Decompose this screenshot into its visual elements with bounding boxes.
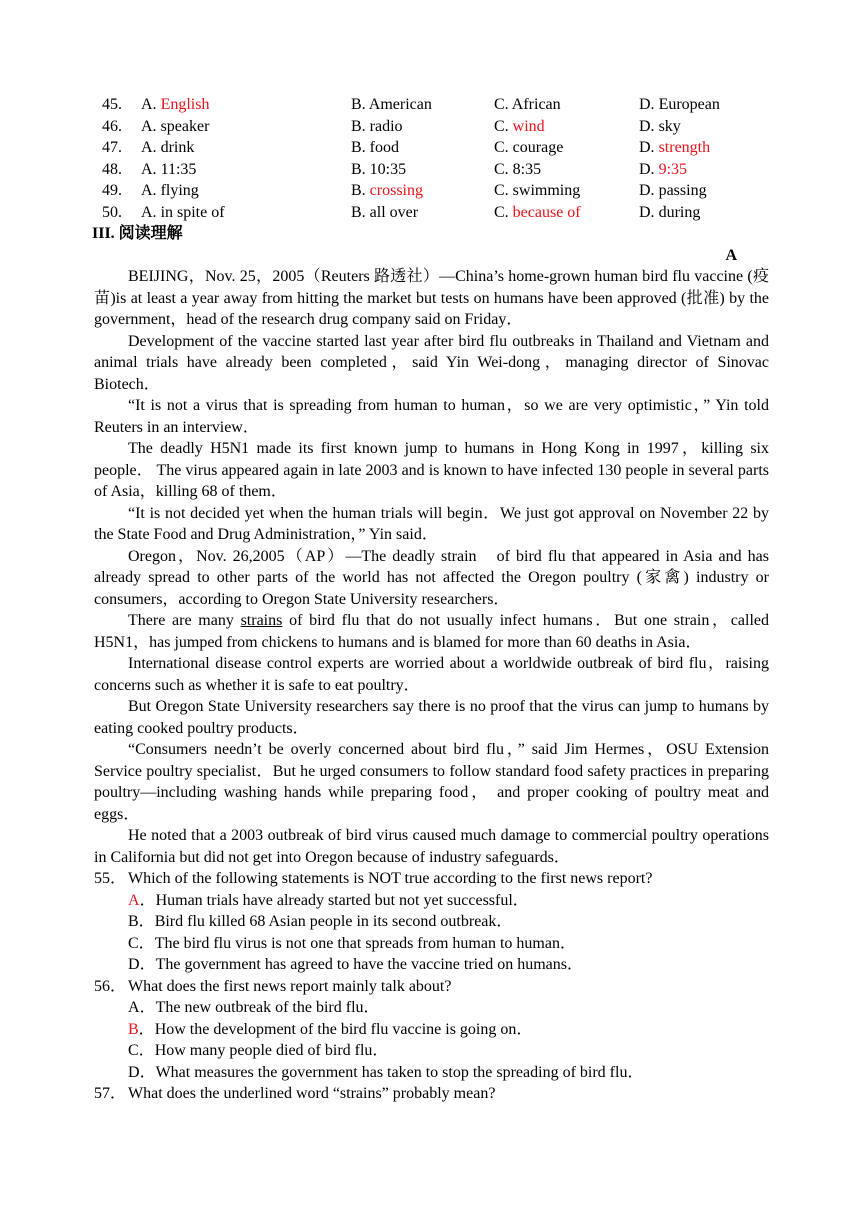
option-c: C. courage: [494, 139, 564, 156]
passage: [94, 266, 769, 868]
option-a: A. in spite of: [141, 203, 225, 221]
document-page: [94, 94, 769, 1105]
question-number: 46.: [102, 117, 122, 135]
choice-row-49: [94, 180, 769, 202]
option-a: A. drink: [141, 139, 195, 156]
option-d: D. passing: [639, 182, 707, 199]
option-d: D. sky: [639, 117, 681, 135]
paragraph: Oregon，Nov. 26,2005（AP）—The deadly strain of bird flu that appeared in Asia and has already spread to other parts of the world has not affected the Oregon poultry (家禽) industry or consumers，according to Oregon State University researchers．: [94, 547, 769, 608]
answer-option: B．Bird flu killed 68 Asian people in its second outbreak．: [128, 913, 513, 930]
paragraph: The deadly H5N1 made its first known jump to humans in Hong Kong in 1997，killing six people． The virus appeared again in late 2003 and is known to have infected 130 people in several parts of Asia，killing 68 of them．: [94, 440, 769, 500]
paragraph: International disease control experts are worried about a worldwide outbreak of bird flu，raising concerns such as whether it is safe to eat poultry．: [94, 655, 769, 694]
question-text: What does the first news report mainly talk about?: [128, 977, 452, 995]
passage-letter: A: [725, 246, 737, 264]
option-d: D. during: [639, 203, 701, 221]
option-c: C. 8:35: [494, 160, 542, 178]
paragraph: Development of the vaccine started last year after bird flu outbreaks in Thailand and Vietnam and animal trials have already been completed，said Yin Wei-dong，managing director of Sinovac Biotech．: [94, 332, 769, 393]
option-d: D. European: [639, 96, 720, 113]
question-text: Which of the following statements is NOT true according to the first news report?: [128, 870, 653, 887]
choice-row-45: [94, 94, 769, 116]
answer-option: A．Human trials have already started but not yet successful．: [128, 891, 529, 909]
paragraph: There are many strains of bird flu that do not usually infect humans．But one strain，called H5N1，has jumped from chickens to humans and is blamed for more than 60 deaths in Asia．: [94, 612, 769, 651]
option-c: C. swimming: [494, 182, 581, 199]
option-d: D. strength: [639, 139, 711, 156]
option-d: D. 9:35: [639, 160, 688, 178]
choice-row-46: [94, 116, 769, 138]
question-number: 49.: [102, 182, 122, 199]
choice-row-47: [94, 137, 769, 159]
option-b: B. radio: [351, 117, 403, 135]
paragraph: But Oregon State University researchers say there is no proof that the virus can jump to humans by eating cooked poultry products．: [94, 698, 769, 737]
option-b: B. American: [351, 96, 432, 113]
paragraph: He noted that a 2003 outbreak of bird virus caused much damage to commercial poultry operations in California but did not get into Oregon because of industry safeguards．: [94, 827, 769, 866]
answer-option: A．The new outbreak of the bird flu．: [128, 999, 380, 1016]
underlined-word: strains: [240, 612, 283, 629]
question-number: 45.: [102, 96, 122, 113]
option-a: A. speaker: [141, 117, 210, 135]
option-c: C. because of: [494, 203, 581, 221]
question-number: 55．: [94, 870, 127, 887]
paragraph: BEIJING，Nov. 25，2005（Reuters 路透社）—China’s home-grown human bird flu vaccine (疫苗)is at least a year away from hitting the market but tests on humans have been approved (批准) by the government，head of the research drug company said on Friday．: [94, 268, 769, 328]
option-c: C. wind: [494, 117, 545, 135]
paragraph: “Consumers needn’t be overly concerned about bird flu，” said Jim Hermes，OSU Extension Service poultry specialist．But he urged consumers to follow standard food safety practices in preparing poultry—including washing hands while preparing food， and proper cooking of poultry meat and eggs．: [94, 741, 769, 823]
answer-option: C．The bird flu virus is not one that spreads from human to human．: [128, 934, 576, 952]
question-number: 56．: [94, 977, 127, 995]
option-b: B. all over: [351, 203, 419, 221]
question-text: What does the underlined word “strains” probably mean?: [128, 1085, 496, 1102]
paragraph: “It is not a virus that is spreading from human to human，so we are very optimistic，” Yin told Reuters in an interview．: [94, 397, 769, 436]
choice-row-48: [94, 159, 769, 181]
question-number: 50.: [102, 203, 122, 221]
option-b: B. crossing: [351, 182, 423, 199]
question-57: [94, 1083, 769, 1105]
option-b: B. 10:35: [351, 160, 407, 178]
option-a: A. flying: [141, 182, 199, 199]
option-a: A. 11:35: [141, 160, 197, 178]
answer-option: C．How many people died of bird flu．: [128, 1042, 389, 1059]
question-number: 48.: [102, 160, 122, 178]
question-number: 47.: [102, 139, 122, 156]
question-55: [94, 868, 769, 890]
option-b: B. food: [351, 139, 399, 156]
answer-option: B．How the development of the bird flu vaccine is going on．: [128, 1020, 533, 1038]
answer-option: D．What measures the government has taken to stop the spreading of bird flu．: [128, 1063, 644, 1081]
question-number: 57．: [94, 1085, 127, 1102]
choice-row-50: [94, 202, 769, 224]
choice-table: [94, 94, 769, 223]
section-title: III. 阅读理解: [92, 225, 183, 242]
question-56: [94, 976, 769, 998]
option-a: A. English: [141, 96, 210, 113]
paragraph: “It is not decided yet when the human trials will begin．We just got approval on November 22 by the State Food and Drug Administration，” Yin said．: [94, 504, 769, 543]
questions: [94, 868, 769, 1105]
option-c: C. African: [494, 96, 561, 113]
answer-option: D．The government has agreed to have the vaccine tried on humans．: [128, 956, 583, 973]
